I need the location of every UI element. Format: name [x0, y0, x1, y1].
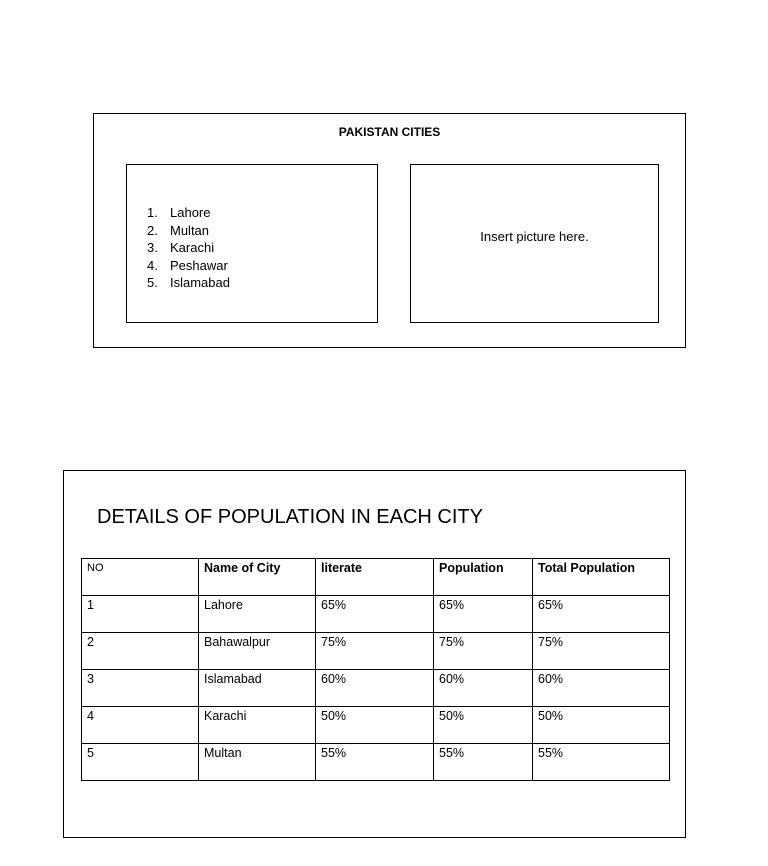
table-cell[interactable]: Karachi	[199, 707, 316, 744]
city-list-item	[147, 239, 230, 257]
column-header-city: Name of City	[199, 559, 316, 596]
table-cell[interactable]: 2	[82, 633, 199, 670]
city-name: Islamabad	[170, 275, 230, 290]
column-header-no: NO	[82, 559, 199, 596]
city-name: Multan	[170, 222, 210, 238]
picture-placeholder-text: Insert picture here.	[480, 229, 589, 244]
city-name: Lahore	[170, 205, 211, 220]
table-cell[interactable]: 50%	[316, 707, 434, 744]
table-cell[interactable]: 65%	[533, 596, 670, 633]
city-list	[147, 204, 230, 292]
table-row	[82, 707, 670, 744]
column-header-literate: literate	[316, 559, 434, 596]
picture-placeholder-box[interactable]	[410, 164, 659, 323]
list-number: 1.	[147, 205, 158, 220]
city-name: Karachi	[170, 240, 215, 255]
table-row	[82, 596, 670, 633]
population-heading: DETAILS OF POPULATION IN EACH CITY	[97, 506, 483, 528]
table-cell[interactable]: Bahawalpur	[199, 633, 316, 670]
table-cell[interactable]: 60%	[533, 670, 670, 707]
cities-title: PAKISTAN CITIES	[338, 125, 441, 139]
city-list-item	[147, 257, 230, 275]
list-number: 3.	[147, 240, 158, 255]
city-list-box	[126, 164, 378, 323]
table-cell[interactable]: 65%	[316, 596, 434, 633]
table-row	[82, 670, 670, 707]
table-cell[interactable]: 55%	[316, 744, 434, 781]
table-cell[interactable]: Multan	[199, 744, 316, 781]
table-cell[interactable]: 75%	[434, 633, 533, 670]
table-row	[82, 744, 670, 781]
table-cell[interactable]: 50%	[533, 707, 670, 744]
table-cell[interactable]: 55%	[533, 744, 670, 781]
table-cell[interactable]: 5	[82, 744, 199, 781]
table-cell[interactable]: 1	[82, 596, 199, 633]
list-number: 4.	[147, 257, 158, 273]
table-cell[interactable]: 4	[82, 707, 199, 744]
city-list-item	[147, 204, 230, 222]
table-cell[interactable]: 3	[82, 670, 199, 707]
population-details-panel	[63, 470, 686, 838]
table-header-row	[82, 559, 670, 596]
city-name: Peshawar	[170, 257, 228, 273]
table-cell[interactable]: 75%	[316, 633, 434, 670]
list-number: 2.	[147, 222, 158, 238]
population-table	[81, 558, 670, 781]
table-cell[interactable]: 60%	[434, 670, 533, 707]
table-row	[82, 633, 670, 670]
column-header-total-population: Total Population	[533, 559, 670, 596]
list-number: 5.	[147, 275, 158, 290]
table-cell[interactable]: 50%	[434, 707, 533, 744]
city-list-item	[147, 222, 230, 240]
city-list-item	[147, 274, 230, 292]
table-cell[interactable]: 65%	[434, 596, 533, 633]
table-cell[interactable]: 60%	[316, 670, 434, 707]
table-cell[interactable]: 55%	[434, 744, 533, 781]
table-cell[interactable]: 75%	[533, 633, 670, 670]
column-header-population: Population	[434, 559, 533, 596]
table-cell[interactable]: Islamabad	[199, 670, 316, 707]
table-cell[interactable]: Lahore	[199, 596, 316, 633]
